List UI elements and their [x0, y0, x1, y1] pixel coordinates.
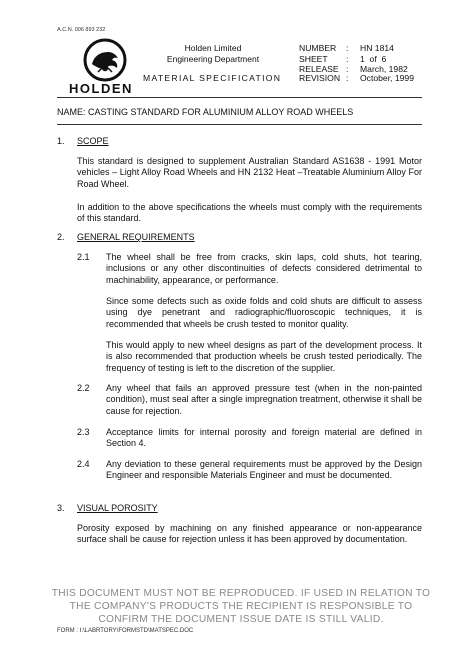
section-title-visual-porosity: VISUAL POROSITY: [77, 503, 158, 513]
meta-key-revision: REVISION: [299, 73, 341, 83]
meta-value-number: HN 1814: [360, 43, 394, 53]
paragraph: Since some defects such as oxide folds and cold shuts are difficult to assess using dye penetrant and radiographic/fluoroscopic techniques, it is recommended that wheels be crush tested to monitor quality.: [106, 296, 422, 329]
header-rule-top: [57, 97, 422, 98]
paragraph: The wheel shall be free from cracks, skin laps, cold shuts, hot tearing, inclusions or any other discontinuities of defects considered detrimental to machinability, appearance, or performance.: [106, 252, 422, 285]
meta-value-sheet: 1 of 6: [360, 54, 387, 64]
paragraph: Any wheel that fails an approved pressure test (when in the non-painted condition), must seal after a single impregnation treatment, otherwise it shall be cause for rejection.: [106, 383, 422, 416]
clause-number: 2.2: [77, 383, 90, 393]
clause-number: 2.1: [77, 252, 90, 262]
meta-sep: :: [346, 43, 349, 53]
meta-sep: :: [346, 54, 349, 64]
paragraph: This would apply to new wheel designs as part of the development process. It is also recommended that production wheels be crush tested periodically. The frequency of testing is left to the discretion of the supplier.: [106, 340, 422, 373]
meta-key-sheet: SHEET: [299, 54, 328, 64]
header-rule-bottom: [57, 124, 422, 125]
meta-sep: :: [346, 64, 349, 74]
form-reference: FORM : I:\LABRTORY\FORMSTD\MATSPEC.DOC: [57, 628, 194, 634]
meta-value-release: March, 1982: [360, 64, 408, 74]
paragraph: Any deviation to these general requirements must be approved by the Design Engineer and responsible Materials Engineer and must be documented.: [106, 459, 422, 481]
section-title-scope: SCOPE: [77, 136, 109, 146]
meta-sep: :: [346, 73, 349, 83]
meta-key-number: NUMBER: [299, 43, 337, 53]
notice-line: THIS DOCUMENT MUST NOT BE REPRODUCED. IF USED IN RELATION TO: [51, 588, 431, 599]
reproduction-notice: [40, 587, 442, 626]
clause-number: 2.4: [77, 459, 90, 469]
section-number: 1.: [57, 136, 65, 146]
section-number: 2.: [57, 232, 65, 242]
notice-line: CONFIRM THE DOCUMENT ISSUE DATE IS STILL VALID.: [98, 614, 384, 625]
department-name: Engineering Department: [166, 54, 260, 64]
document-type: MATERIAL SPECIFICATION: [143, 73, 282, 83]
section-title-general-requirements: GENERAL REQUIREMENTS: [77, 232, 195, 242]
notice-line: THE COMPANY'S PRODUCTS THE RECIPIENT IS RESPONSIBLE TO: [69, 601, 413, 612]
meta-key-release: RELEASE: [299, 64, 339, 74]
brand-wordmark: HOLDEN: [69, 81, 133, 96]
paragraph: Acceptance limits for internal porosity and foreign material are defined in Section 4.: [106, 427, 422, 449]
clause-number: 2.3: [77, 427, 90, 437]
acn-number: A.C.N. 006 893 232: [57, 27, 106, 33]
section-number: 3.: [57, 503, 65, 513]
document-title: NAME: CASTING STANDARD FOR ALUMINIUM ALLOY ROAD WHEELS: [57, 107, 354, 117]
paragraph: In addition to the above specifications the wheels must comply with the requirements of this standard.: [77, 202, 422, 224]
paragraph: Porosity exposed by machining on any finished appearance or non-appearance surface shall be cause for rejection unless it has been approved by documentation.: [77, 523, 422, 545]
company-name: Holden Limited: [184, 43, 242, 53]
paragraph: This standard is designed to supplement Australian Standard AS1638 - 1991 Motor vehicles – Light Alloy Road Wheels and HN 2132 Heat –Treatable Aluminium Alloy For Road Wheel.: [77, 156, 422, 189]
meta-value-revision: October, 1999: [360, 73, 414, 83]
